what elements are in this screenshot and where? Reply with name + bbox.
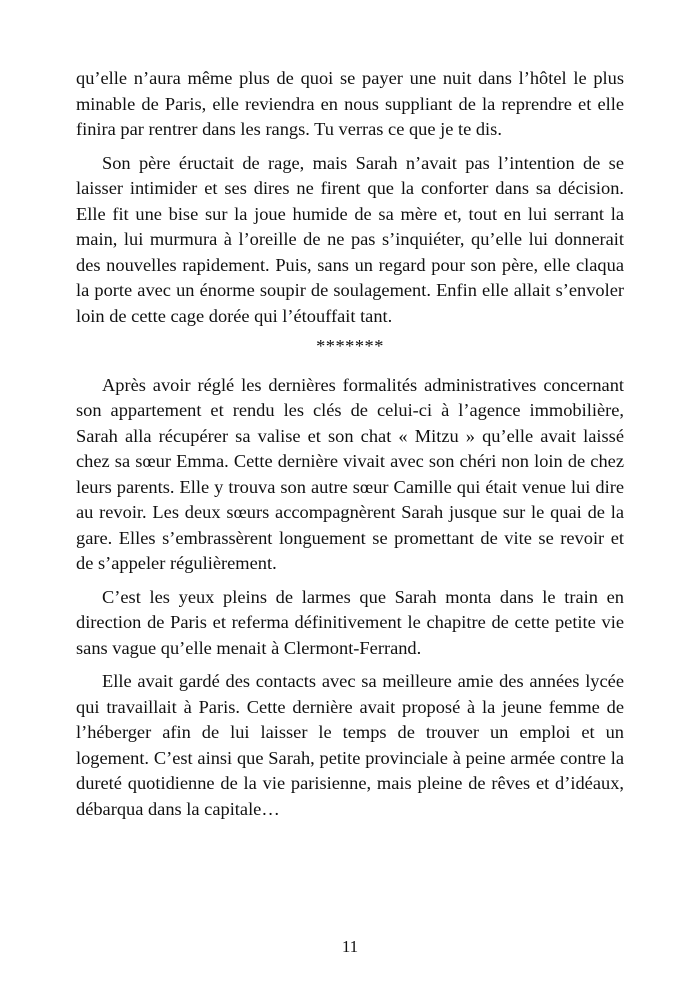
page-body <box>76 66 624 822</box>
page-number: 11 <box>341 937 359 956</box>
paragraph-2: Son père éructait de rage, mais Sarah n’avait pas l’intention de se laisser intimider et ses dires ne firent que la conforter dans sa décision. Elle fit une bise sur la joue humide de sa mère et, tout en lui serrant la main, lui murmura à l’oreille de ne pas s’inquiéter, qu’elle lui donnerait des nouvelles rapidement. Puis, sans un regard pour son père, elle claqua la porte avec un énorme soupir de soulagement. Enfin elle allait s’envoler loin de cette cage dorée qui l’étouffait tant. <box>76 152 624 326</box>
paragraph-1: qu’elle n’aura même plus de quoi se payer une nuit dans l’hôtel le plus minable de Paris, elle reviendra en nous suppliant de la reprendre et elle finira par rentrer dans les rangs. Tu verras ce que je te dis. <box>76 68 624 139</box>
section-separator: ******* <box>316 336 384 356</box>
paragraph-5: Elle avait gardé des contacts avec sa meilleure amie des années lycée qui travaillait à Paris. Cette dernière avait proposé à la jeune femme de l’héberger afin de lui laisser le temps de trouver un emploi et un logement. C’est ainsi que Sarah, petite provinciale à peine armée contre la dureté quotidienne de la vie parisienne, mais pleine de rêves et d’idéaux, débarqua dans la capitale… <box>76 671 624 819</box>
paragraph-4: C’est les yeux pleins de larmes que Sarah monta dans le train en direction de Paris et referma définitivement le chapitre de cette petite vie sans vague qu’elle menait à Clermont-Ferrand. <box>76 586 624 658</box>
paragraph-3: Après avoir réglé les dernières formalités administratives concernant son appartement et rendu les clés de celui-ci à l’agence immobilière, Sarah alla récupérer sa valise et son chat « Mitzu » qu’elle avait laissé chez sa sœur Emma. Cette dernière vivait avec son chéri non loin de chez leurs parents. Elle y trouva son autre sœur Camille qui était venue lui dire au revoir. Les deux sœurs accompagnèrent Sarah jusque sur le quai de la gare. Elles s’embrassèrent longuement se promettant de vite se revoir et de s’appeler régulièrement. <box>76 374 624 573</box>
